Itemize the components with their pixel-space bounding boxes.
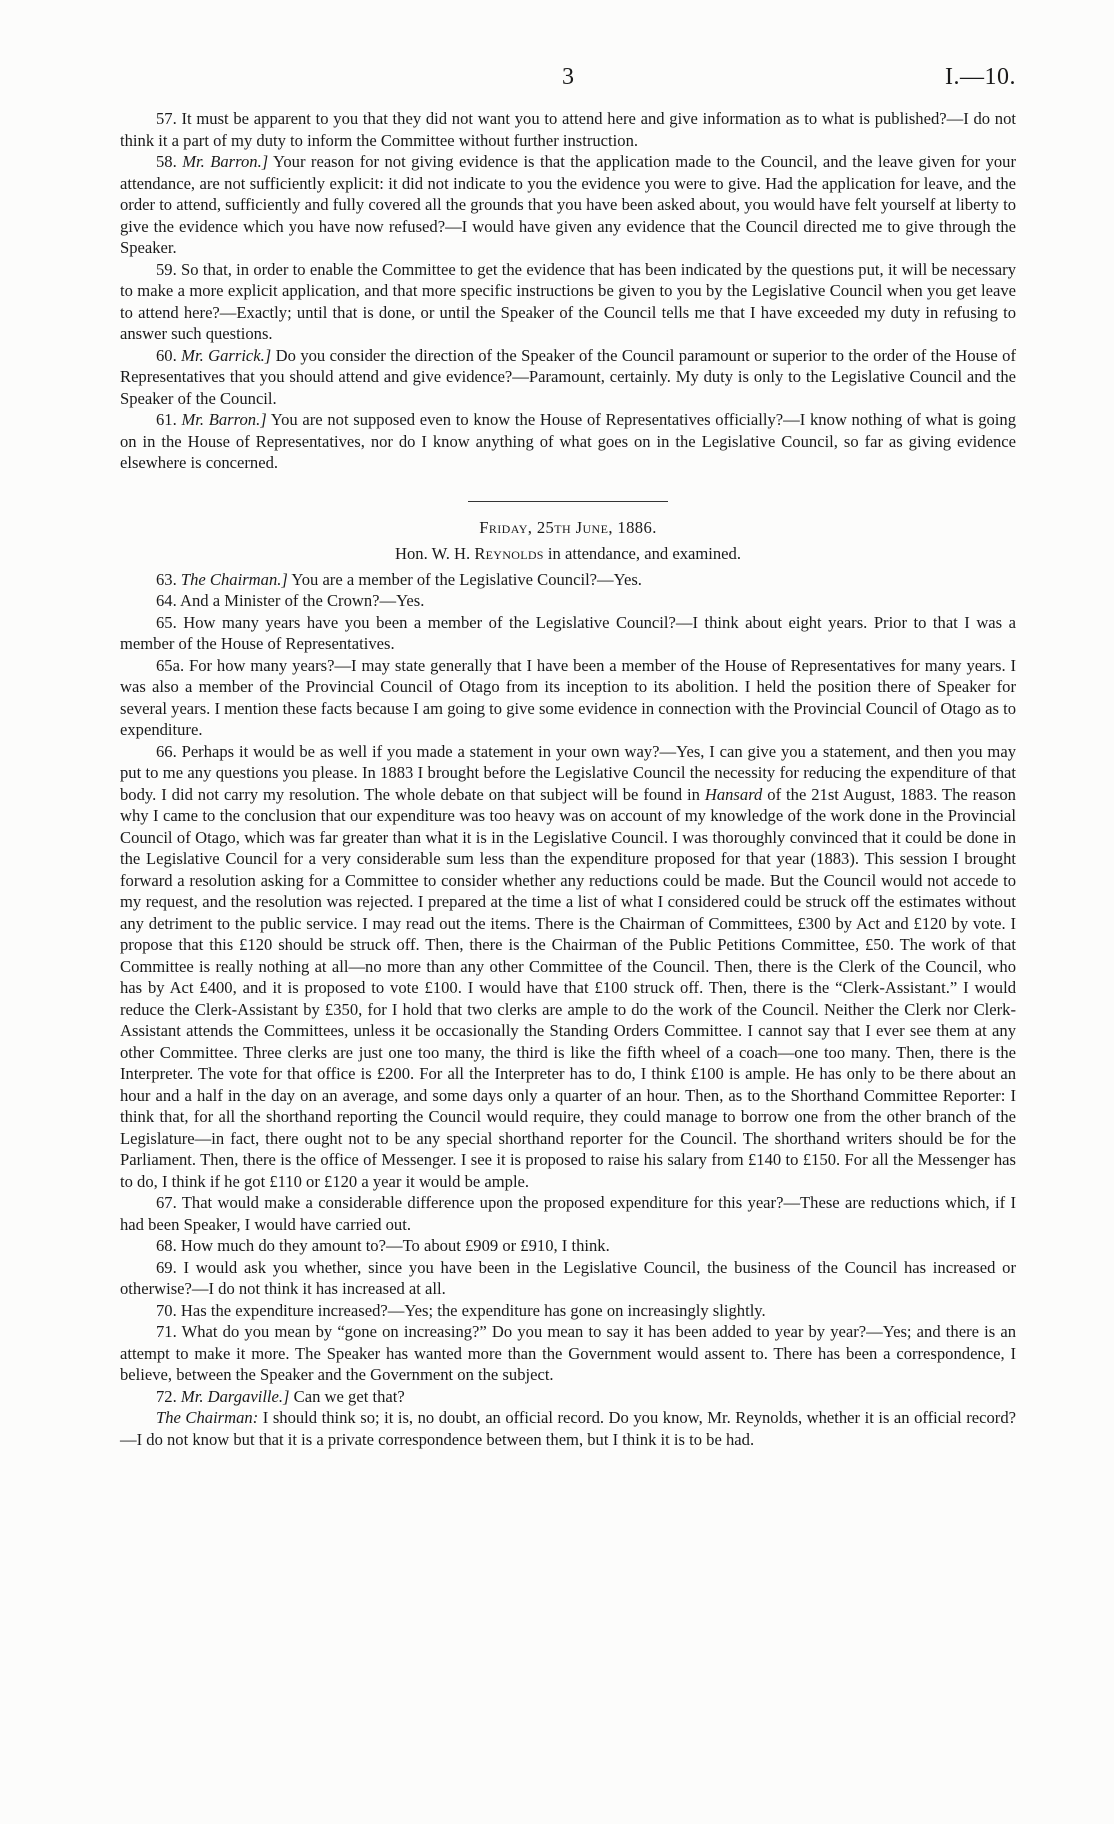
speaker-name: The Chairman.] xyxy=(180,569,288,589)
question-64: 64. And a Minister of the Crown?—Yes. xyxy=(156,591,425,610)
question-70: 70. Has the expenditure increased?—Yes; the expenditure has gone on increasingly slightly. xyxy=(156,1300,766,1320)
question-72: 72. Mr. Dargaville.] Can we get that? xyxy=(156,1386,405,1406)
question-57: 57. It must be apparent to you that they did not want you to attend here and give information as to what is published?—I do not think it a part of my duty to inform the Committee without further instruction. xyxy=(120,109,1016,150)
session-date: Friday, 25th June, 1886. xyxy=(479,517,657,537)
speaker-name: Mr. Garrick.] xyxy=(181,345,272,365)
question-60: 60. Mr. Garrick.] Do you consider the direction of the Speaker of the Council paramount or superior to the order of the House of Representatives that you should attend and give evidence?—Paramount, certainly. My duty is only to the Legislative Council and the Speaker of the Council. xyxy=(120,345,1016,408)
question-69: 69. I would ask you whether, since you have been in the Legislative Council, the business of the Council has increased or otherwise?—I do not think it has increased at all. xyxy=(120,1257,1016,1298)
question-58: 58. Mr. Barron.] Your reason for not giving evidence is that the application made to the Council, and the leave given for your attendance, are not sufficiently explicit: it did not indicate to you the evidence you were to give. Had the application for leave, and the order to attend, sufficiently and fully covered all the grounds that you have been asked about, you would have felt yourself at liberty to give the evidence which you have now refused?—I would have given any evidence that the Council directed me to give through the Speaker. xyxy=(120,152,1016,257)
question-59: 59. So that, in order to enable the Committee to get the evidence that has been indicated by the questions put, it will be necessary to make a more explicit application, and that more specific instructions be given to you by the Legislative Council when you get leave to attend here?—Exactly; until that is done, or until the Speaker of the Council tells me that I have exceeded my duty in refusing to answer such questions. xyxy=(120,259,1016,343)
question-65a: 65a. For how many years?—I may state generally that I have been a member of the House of Representatives for many years. I was also a member of the Provincial Council of Otago from its inception to its abolition. I held the position there of Speaker for several years. I mention these facts because I am going to give some evidence in connection with the Provincial Council of Otago as to expenditure. xyxy=(120,655,1016,739)
document-reference: I.—10. xyxy=(945,64,1016,90)
question-61: 61. Mr. Barron.] You are not supposed even to know the House of Representatives officially?—I know nothing of what is going on in the House of Representatives, nor do I know anything of what goes on in the Legislative Council, so far as giving evidence elsewhere is concerned. xyxy=(120,410,1017,472)
chairman-remark: The Chairman: I should think so; it is, no doubt, an official record. Do you know, Mr. Reynolds, whether it is an official record?—I do not know but that it is a private correspondence between them, but I think it is to be had. xyxy=(120,1408,1016,1449)
speaker-name: The Chairman: xyxy=(156,1408,259,1427)
question-65: 65. How many years have you been a member of the Legislative Council?—I think about eight years. Prior to that I was a member of the House of Representatives. xyxy=(120,612,1016,653)
minutes-section-2 xyxy=(120,569,1016,1451)
question-68: 68. How much do they amount to?—To about £909 or £910, I think. xyxy=(156,1236,610,1255)
question-63: 63. The Chairman.] You are a member of the Legislative Council?—Yes. xyxy=(156,569,642,589)
page-content xyxy=(120,108,1016,1450)
minutes-section-1 xyxy=(120,108,1016,474)
witness-line: Hon. W. H. Reynolds in attendance, and examined. xyxy=(395,544,741,563)
section-divider xyxy=(468,501,668,502)
witness-name: Reynolds xyxy=(474,544,544,563)
question-67: 67. That would make a considerable difference upon the proposed expenditure for this year?—These are reductions which, if I had been Speaker, I would have carried out. xyxy=(120,1193,1016,1234)
question-71: 71. What do you mean by “gone on increasing?” Do you mean to say it has been added to year by year?—Yes; and there is an attempt to make it more. The Speaker has wanted more than the Government would assent to. There has been a correspondence, I believe, between the Speaker and the Government on the subject. xyxy=(120,1322,1016,1384)
question-66: 66. Perhaps it would be as well if you made a statement in your own way?—Yes, I can give you a statement, and then you may put to me any questions you please. In 1883 I brought before the Legislative Council the necessity for reducing the expenditure of that body. I did not carry my resolution. The whole debate on that subject will be found in Hansard of the 21st August, 1883. The reason why I came to the conclusion that our expenditure was too heavy was on account of my knowledge of the work done in the Provincial Council of Otago, which was far greater than what it is in the Legislative Council. I was thoroughly convinced that it could be done in the Legislative Council for a very considerable sum less than the expenditure proposed for that year (1883). This session I brought forward a resolution asking for a Committee to consider whether any reductions could be made. But the Council would not accede to my request, and the resolution was rejected. I prepared at the time a list of what I considered could be struck off the estimates without any detriment to the public service. I may read out the items. There is the Chairman of Committees, £300 by Act and £120 by vote. I propose that this £120 should be struck off. Then, there is the Chairman of the Public Petitions Committee, £50. The work of that Committee is really nothing at all—no more than any other Committee of the Council. Then, there is the Clerk of the Council, who has by Act £400, and it is proposed to vote £100. I would have that £100 struck off. Then, there is the “Clerk-Assistant.” I would reduce the Clerk-Assistant by £350, for I hold that two clerks are ample to do the work of the Council. Neither the Clerk nor Clerk-Assistant attends the Committees, unless it be occasionally the Standing Orders Committee. I cannot say that I ever see them at any other Committee. Three clerks are just one too many, the third is like the fifth wheel of a coach—one too many. Then, there is the Interpreter. The vote for that office is £200. For all the Interpreter has to do, I think £100 is ample. He has only to be there about an hour and a half in the day on an average, and some days only a quarter of an hour. Then, as to the Shorthand Committee Reporter: I think that, for all the shorthand reporting the Council would require, they could manage to borrow one from the other branch of the Legislature—in fact, there ought not to be any special shorthand reporter for the Council. The shorthand writers should be for the Parliament. Then, there is the office of Messenger. I see it is proposed to raise his salary from £140 to £150. For all the Messenger has to do, I think if he got £110 or £120 a year it would be ample. xyxy=(120,741,1016,1191)
page-header xyxy=(120,64,1016,94)
speaker-name: Mr. Dargaville.] xyxy=(180,1386,290,1406)
speaker-name: Mr. Barron.] xyxy=(181,410,267,429)
page-number: 3 xyxy=(562,64,574,90)
hansard-reference: Hansard xyxy=(704,784,763,804)
speaker-name: Mr. Barron.] xyxy=(182,152,269,171)
